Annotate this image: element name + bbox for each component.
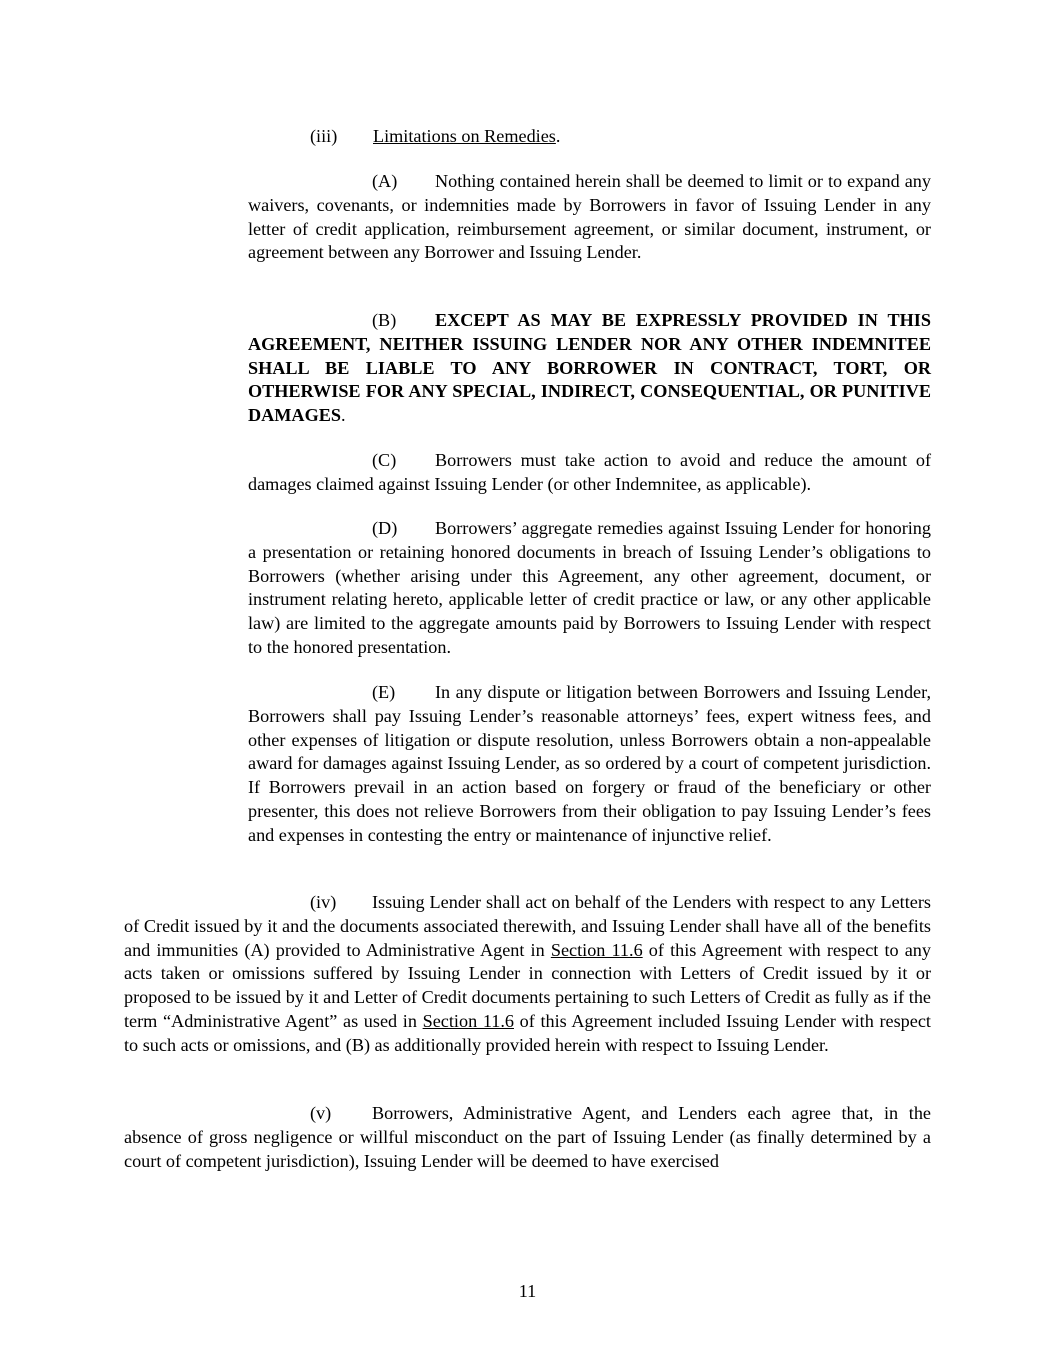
paragraph-d-text: Borrowers’ aggregate remedies against Issuing Lender for honoring a presentation or retaining honored documents in breach of Issuing Lender’s obligations to Borrowers (whether arising under this Agreement, any other agreement, document, or instrument relating hereto, applicable letter of credit practice or law, or any other applicable law) are limited to the aggregate amounts paid by Borrowers to Issuing Lender with respect to the honored presentation. <box>248 518 931 657</box>
paragraph-e-text: In any dispute or litigation between Borrowers and Issuing Lender, Borrowers shall pay Issuing Lender’s reasonable attorneys’ fees, expert witness fees, and other expenses of litigation or dispute resolution, unless Borrowers obtain a non-appealable award for damages against Issuing Lender, as so ordered by a court of competent jurisdiction. If Borrowers prevail in an action based on forgery or fraud of the beneficiary or other presenter, this does not relieve Borrowers from their obligation to pay Issuing Lender’s fees and expenses in contesting the entry or maintenance of injunctive relief. <box>248 682 931 845</box>
section-reference-link-1: Section 11.6 <box>550 939 643 960</box>
heading-label: (iii) <box>310 126 338 146</box>
paragraph-iv-text-2: of this Agreement with respect to any acts taken or omissions suffered by Issuing Lender in connection with Letters of Credit issued by it or proposed to be issued by it and Letter of Credit documents pertaining to such Letters of Credit as fully as if the term “Administrative Agent” as used in <box>124 939 931 1031</box>
paragraph-d <box>248 517 931 660</box>
paragraph-b-suffix: . <box>340 405 346 426</box>
paragraph-iv-label: (iv) <box>310 892 337 912</box>
paragraph-iv <box>124 891 931 1058</box>
paragraph-a-text: Nothing contained herein shall be deemed to limit or to expand any waivers, covenants, or indemnities made by Borrowers in favor of Issuing Lender in any letter of credit application, reimbursement agreement, or similar document, instrument, or agreement between any Borrower and Issuing Lender. <box>248 171 931 263</box>
paragraph-b-text: EXCEPT AS MAY BE EXPRESSLY PROVIDED IN THIS AGREEMENT, NEITHER ISSUING LENDER NOR ANY OTHER INDEMNITEE SHALL BE LIABLE TO ANY BORROWER IN CONTRACT, TORT, OR OTHERWISE FOR ANY SPECIAL, INDIRECT, CONSEQUENTIAL, OR PUNITIVE DAMAGES <box>248 310 931 426</box>
paragraph-a-label: (A) <box>372 171 398 191</box>
paragraph-b <box>248 309 931 428</box>
paragraph-a <box>248 170 931 265</box>
heading-title: Limitations on Remedies <box>373 126 556 146</box>
heading-suffix: . <box>555 126 561 146</box>
paragraph-v-label: (v) <box>310 1103 332 1123</box>
section-heading <box>310 125 560 149</box>
paragraph-c <box>248 449 931 497</box>
paragraph-iv-text-3: of this Agreement included Issuing Lender with respect to such acts or omissions, and (B) as additionally provided herein with respect to Issuing Lender. <box>124 1010 931 1055</box>
page-number: 11 <box>518 1281 537 1301</box>
paragraph-e-label: (E) <box>372 682 396 702</box>
paragraph-c-text: Borrowers must take action to avoid and reduce the amount of damages claimed against Issuing Lender (or other Indemnitee, as applicable). <box>248 450 931 494</box>
paragraph-e <box>248 681 931 848</box>
paragraph-d-label: (D) <box>372 518 398 538</box>
paragraph-iv-text-1: Issuing Lender shall act on behalf of the Lenders with respect to any Letters of Credit issued by it and the documents associated therewith, and Issuing Lender shall have all of the benefits and immunities (A) provided to Administrative Agent in <box>124 892 931 960</box>
paragraph-v <box>124 1102 931 1173</box>
paragraph-b-label: (B) <box>372 310 397 330</box>
paragraph-v-text: Borrowers, Administrative Agent, and Lenders each agree that, in the absence of gross negligence or willful misconduct on the part of Issuing Lender (as finally determined by a court of competent jurisdiction), Issuing Lender will be deemed to have exercised <box>124 1103 931 1171</box>
paragraph-c-label: (C) <box>372 450 397 470</box>
section-reference-link-2: Section 11.6 <box>422 1010 514 1031</box>
